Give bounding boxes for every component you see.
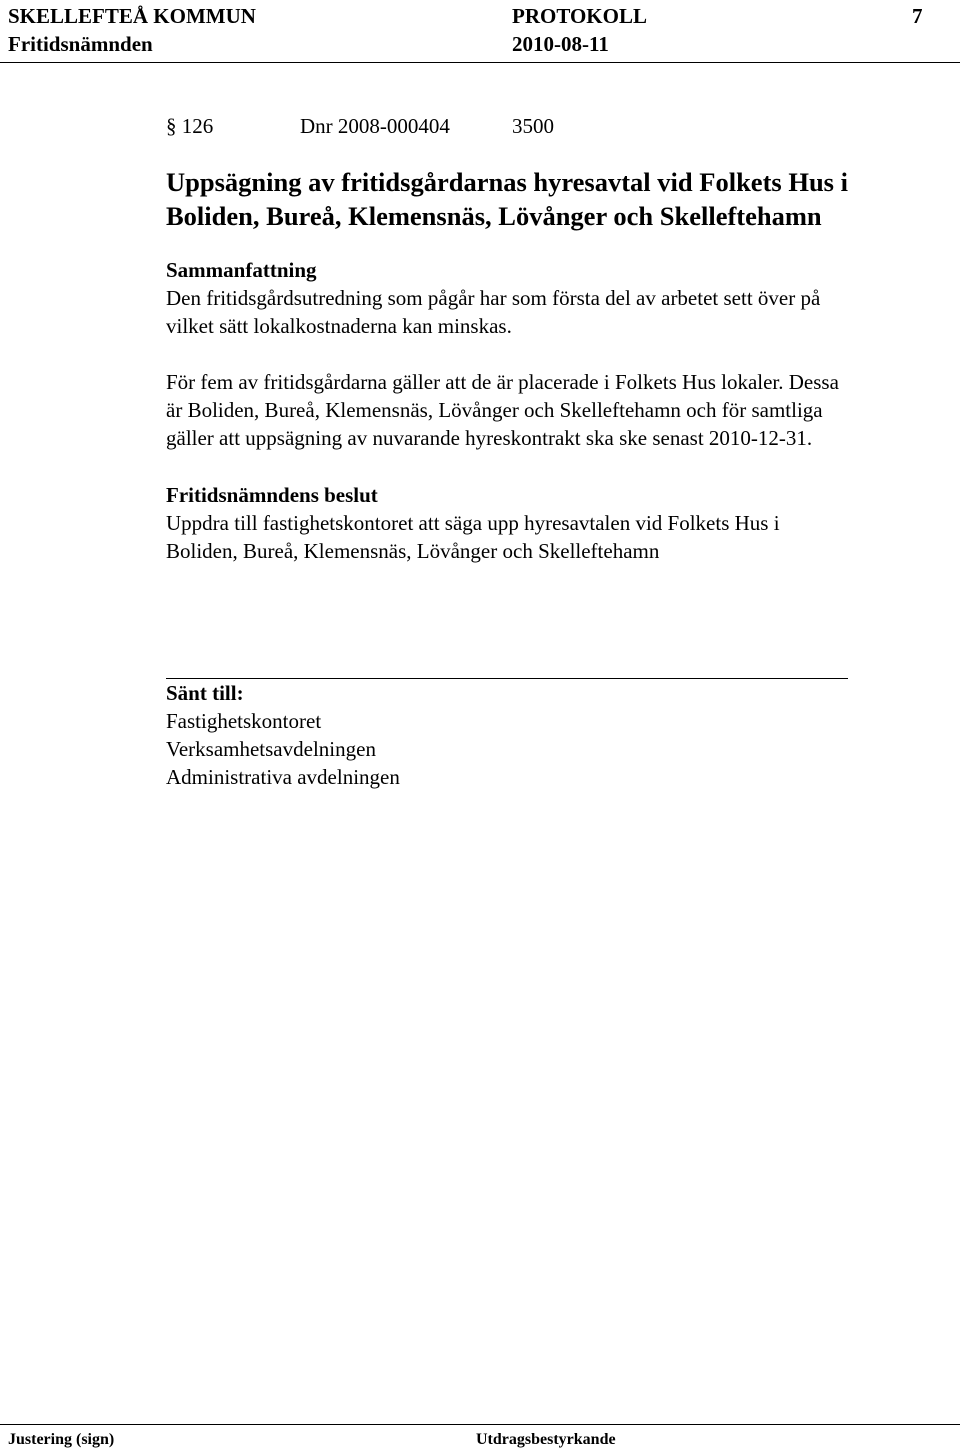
decision-line: Uppdra till fastighetskontoret att säga upp hyresavtalen vid Folkets Hus i — [166, 511, 780, 535]
recipient-item: Administrativa avdelningen — [166, 765, 400, 789]
summary-line: Den fritidsgårdsutredning som pågår har som första del av arbetet sett över på — [166, 286, 821, 310]
sent-to-heading: Sänt till: — [166, 681, 244, 705]
summary-line: gäller att uppsägning av nuvarande hyreskontrakt ska ske senast 2010-12-31. — [166, 426, 813, 450]
footer-divider — [0, 1424, 960, 1425]
summary-line: vilket sätt lokalkostnaderna kan minskas. — [166, 314, 512, 338]
header-divider — [0, 62, 960, 63]
document-type: PROTOKOLL — [512, 4, 647, 28]
meeting-date: 2010-08-11 — [512, 32, 609, 56]
separator-line — [166, 678, 848, 679]
summary-paragraph-1 — [166, 284, 936, 340]
summary-paragraph-2 — [166, 368, 936, 452]
signature-label: Justering (sign) — [8, 1431, 115, 1448]
summary-line: är Boliden, Bureå, Klemensnäs, Lövånger och Skelleftehamn och för samtliga — [166, 398, 823, 422]
page-number: 7 — [912, 4, 923, 28]
recipient-item: Fastighetskontoret — [166, 709, 322, 733]
decision-heading: Fritidsnämndens beslut — [166, 483, 378, 507]
committee-name: Fritidsnämnden — [8, 32, 153, 56]
title-line-2: Boliden, Bureå, Klemensnäs, Lövånger och Skelleftehamn — [166, 201, 822, 231]
archive-code: 3500 — [512, 114, 554, 138]
recipient-list — [166, 707, 400, 791]
organization-name: SKELLEFTEÅ KOMMUN — [8, 4, 256, 28]
decision-line: Boliden, Bureå, Klemensnäs, Lövånger och Skelleftehamn — [166, 539, 660, 563]
summary-line: För fem av fritidsgårdarna gäller att de är placerade i Folkets Hus lokaler. Dessa — [166, 370, 839, 394]
diary-number: Dnr 2008-000404 — [300, 114, 450, 138]
section-number: § 126 — [166, 114, 214, 138]
recipient-item: Verksamhetsavdelningen — [166, 737, 376, 761]
title-line-1: Uppsägning av fritidsgårdarnas hyresavtal vid Folkets Hus i — [166, 167, 848, 197]
summary-heading: Sammanfattning — [166, 258, 317, 282]
paragraph-reference — [166, 113, 554, 139]
certification-label: Utdragsbestyrkande — [476, 1431, 616, 1448]
document-title — [166, 165, 926, 233]
decision-text — [166, 509, 936, 565]
